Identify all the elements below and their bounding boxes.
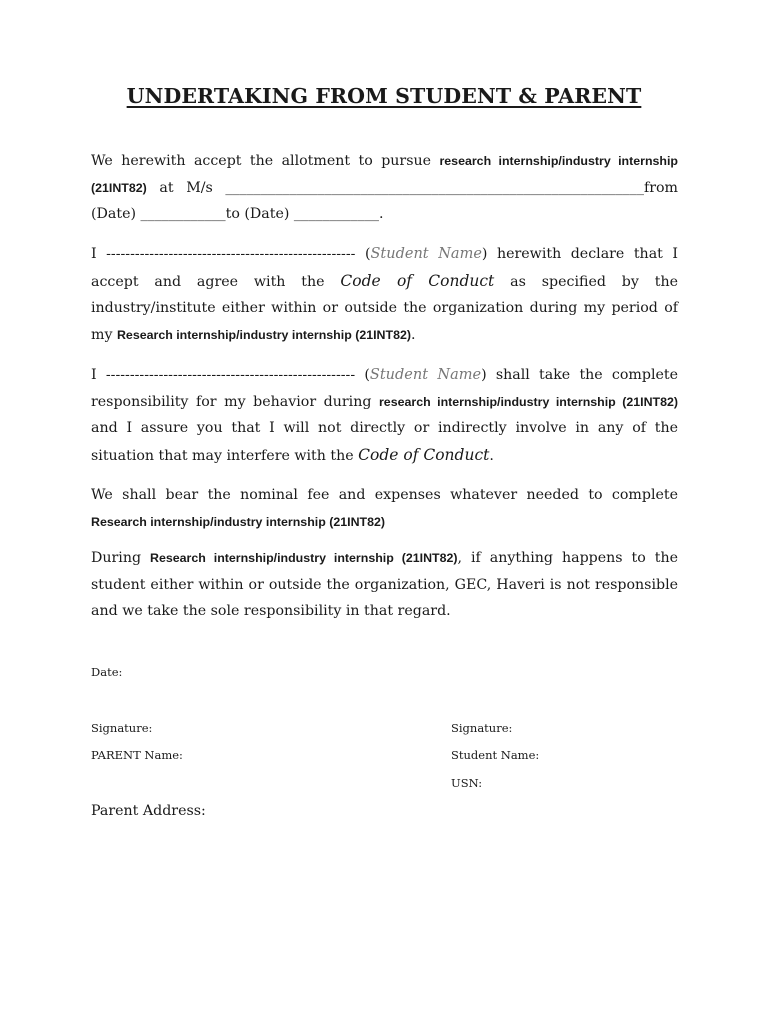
student-signature-label: Signature: (451, 721, 513, 735)
p2-text-1: I ---------------------------------------------------- ( (91, 246, 371, 262)
p4-text-1: We shall bear the nominal fee and expenses whatever needed to complete (91, 487, 678, 503)
parent-name-label: PARENT Name: (91, 748, 183, 762)
date-label: Date: (91, 665, 123, 679)
program-name: Research internship/industry internship (21INT82) (91, 514, 385, 529)
document-title: UNDERTAKING FROM STUDENT & PARENT (126, 84, 642, 108)
program-name: Research internship/industry internship (21INT82) (116, 327, 411, 342)
fee-paragraph (91, 482, 678, 535)
p3-text-1: I ---------------------------------------------------- ( (91, 367, 370, 383)
liability-paragraph (91, 545, 678, 625)
p5-text-2: , if anything happens to the student either within or outside the organization, GEC, Haveri is not responsible and we take the sole responsibility in that regard. (91, 550, 679, 619)
code-of-conduct-text: Code of Conduct (340, 271, 495, 290)
code-of-conduct-text: Code of Conduct (358, 445, 490, 464)
student-name-placeholder: Student Name (369, 367, 482, 383)
p1-text-1: We herewith accept the allotment to pursue (91, 153, 440, 169)
usn-label: USN: (451, 776, 483, 790)
p3-text-2: ) shall take the complete responsibility for my behavior during (91, 367, 678, 410)
program-name: research internship/industry internship (21INT82) (91, 154, 678, 195)
student-name-placeholder: Student Name (370, 246, 482, 262)
program-name: Research internship/industry internship (21INT82) (150, 551, 458, 565)
p3-text-4: . (489, 447, 494, 464)
parent-signature-label: Signature: (91, 721, 153, 735)
p5-text-1: During (91, 550, 151, 566)
p3-text-3: and I assure you that I will not directly or indirectly involve in any of the situation that may interfere with the (91, 420, 678, 464)
student-name-label: Student Name: (451, 748, 540, 762)
p2-text-2: ) herewith declare that I accept and agree with the (91, 246, 678, 290)
parent-address-label: Parent Address: (91, 803, 206, 819)
responsibility-paragraph (91, 362, 678, 469)
p2-text-4: . (410, 326, 416, 343)
allotment-paragraph (91, 148, 678, 228)
p2-text-3: as specified by the industry/institute either within or outside the organization during my period of my (91, 273, 678, 343)
p1-text-2: at M/s ___________________________________________________________from (Date) ____________to (Date) ____________. (91, 179, 678, 222)
program-name: research internship/industry internship (21INT82) (378, 394, 678, 409)
declaration-paragraph (91, 241, 678, 348)
